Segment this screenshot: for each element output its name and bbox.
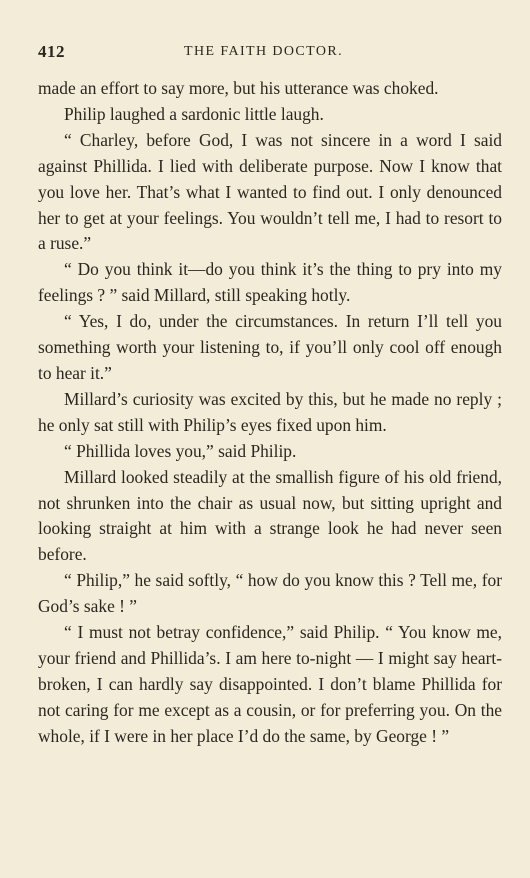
paragraph-2: Philip laughed a sardonic little laugh. <box>64 103 324 124</box>
paragraph-10: “ I must not betray confidence,” said Philip. “ You know me, your friend and Phillida’s. I am here to-night — I might say heart-broken, I can hardly say disappointed. I don’t blame Phillida for not caring for me except as a cousin, or for preferring you. On the whole, if I were in her place I’d do the same, by George ! ” <box>38 622 502 746</box>
paragraph-8: Millard looked steadily at the smallish figure of his old friend, not shrunken into the chair as usual now, but sitting upright and looking straight at him with a strange look he had never seen before. <box>38 466 502 565</box>
paragraph-5: “ Yes, I do, under the circumstances. In return I’ll tell you something worth your listening to, if you’ll only cool off enough to hear it.” <box>38 311 502 383</box>
paragraph-1: made an effort to say more, but his utterance was choked. <box>38 78 439 98</box>
paragraph-6: Millard’s curiosity was excited by this, but he made no reply ; he only sat still with Philip’s eyes fixed upon him. <box>38 388 502 435</box>
paragraph-3: “ Charley, before God, I was not sincere in a word I said against Phillida. I lied with deliberate purpose. Now I know that you love her. That’s what I wanted to find out. I only denounced her to get at your feelings. You wouldn’t tell me, I had to resort to a ruse.” <box>38 129 502 254</box>
paragraph-4: “ Do you think it—do you think it’s the thing to pry into my feelings ? ” said Millard, still speaking hotly. <box>38 259 502 306</box>
paragraph-7: “ Phillida loves you,” said Philip. <box>64 440 297 461</box>
running-head <box>38 42 502 64</box>
paragraph-9: “ Philip,” he said softly, “ how do you know this ? Tell me, for God’s sake ! ” <box>38 570 502 617</box>
running-title: THE FAITH DOCTOR. <box>184 44 344 59</box>
page-number: 412 <box>38 42 65 61</box>
body-text <box>38 76 502 750</box>
